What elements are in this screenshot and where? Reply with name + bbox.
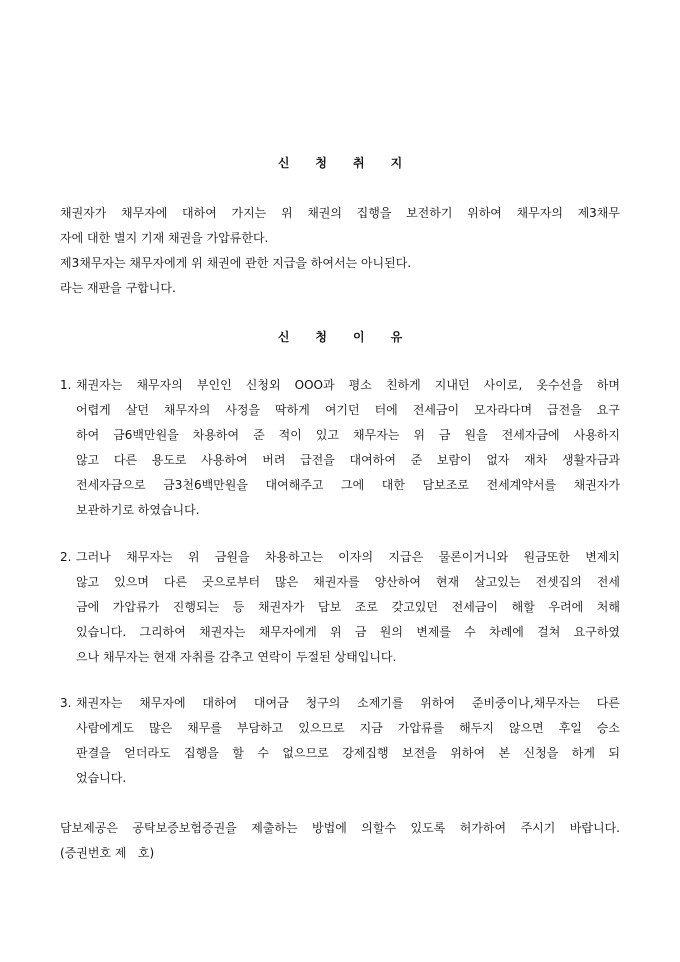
item-line: 하여 금6백만원을 차용하여 준 적이 있고 채무자는 위 금 원을 전세자금에 사용하지: [76, 428, 620, 442]
purpose-line: 자에 대한 별지 기재 채권을 가압류한다.: [60, 231, 269, 245]
item-line: 채권자는 채무자에 대하여 대여금 청구의 소제기를 위하여 준비중이나,채무자는 다른: [76, 696, 620, 710]
reason-heading: 신청이유: [277, 330, 429, 344]
item-line: 채권자는 채무자의 부인인 신청외 OOO과 평소 친하게 지내던 사이로, 옷수선을 하며: [76, 378, 620, 392]
security-line: 담보제공은 공탁보증보험증권을 제출하는 방법에 의할수 있도록 허가하여 주시기 바랍니다.: [60, 821, 620, 835]
item-line: 있습니다. 그리하여 채권자는 채무자에게 위 금 원의 변제를 수 차례에 걸쳐 요구하였: [76, 625, 620, 639]
item-number: 2.: [60, 550, 72, 564]
item-line: 전세자금으로 금3천6백만원을 대여해주고 그에 대한 담보조로 전세계약서를 채권자가: [76, 478, 620, 492]
item-number: 1.: [60, 378, 72, 392]
item-line: 어렵게 살던 채무자의 사정을 딱하게 여기던 터에 전세금이 모자라다며 급전을 요구: [76, 403, 620, 417]
item-line: 었습니다.: [76, 771, 127, 785]
item-line: 금에 가압류가 진행되는 등 채권자가 담보 조로 갖고있던 전세금이 해할 우려에 처해: [76, 600, 620, 614]
purpose-line: 제3채무자는 채무자에게 위 채권에 관한 지급을 하여서는 아니된다.: [60, 256, 412, 270]
purpose-line: 채권자가 채무자에 대하여 가지는 위 채권의 집행을 보전하기 위하여 채무자의 제3채무: [60, 206, 620, 220]
item-line: 않고 있으며 다른 곳으로부터 많은 채권자를 양산하여 현재 살고있는 전셋집의 전세: [76, 575, 620, 589]
purpose-heading: 신청취지: [277, 156, 429, 170]
item-line: 사람에게도 많은 채무를 부담하고 있으므로 지금 가압류를 해두지 않으면 후일 승소: [76, 721, 620, 735]
item-line: 그러나 채무자는 위 금원을 차용하고는 이자의 지급은 물론이거니와 원금또한 변제치: [76, 550, 620, 564]
purpose-line: 라는 재판을 구합니다.: [60, 281, 176, 295]
item-number: 3.: [60, 696, 72, 710]
item-line: 으나 채무자는 현재 자취를 감추고 연락이 두절된 상태입니다.: [76, 650, 397, 664]
item-line: 않고 다른 용도로 사용하여 버려 급전을 대여하여 준 보람이 없자 재차 생활자금과: [76, 453, 620, 467]
item-line: 판결을 얻더라도 집행을 할 수 없으므로 강제집행 보전을 위하여 본 신청을 하게 되: [76, 746, 620, 760]
item-line: 보관하기로 하였습니다.: [76, 503, 200, 517]
certificate-number: (증권번호 제 호): [60, 846, 155, 860]
